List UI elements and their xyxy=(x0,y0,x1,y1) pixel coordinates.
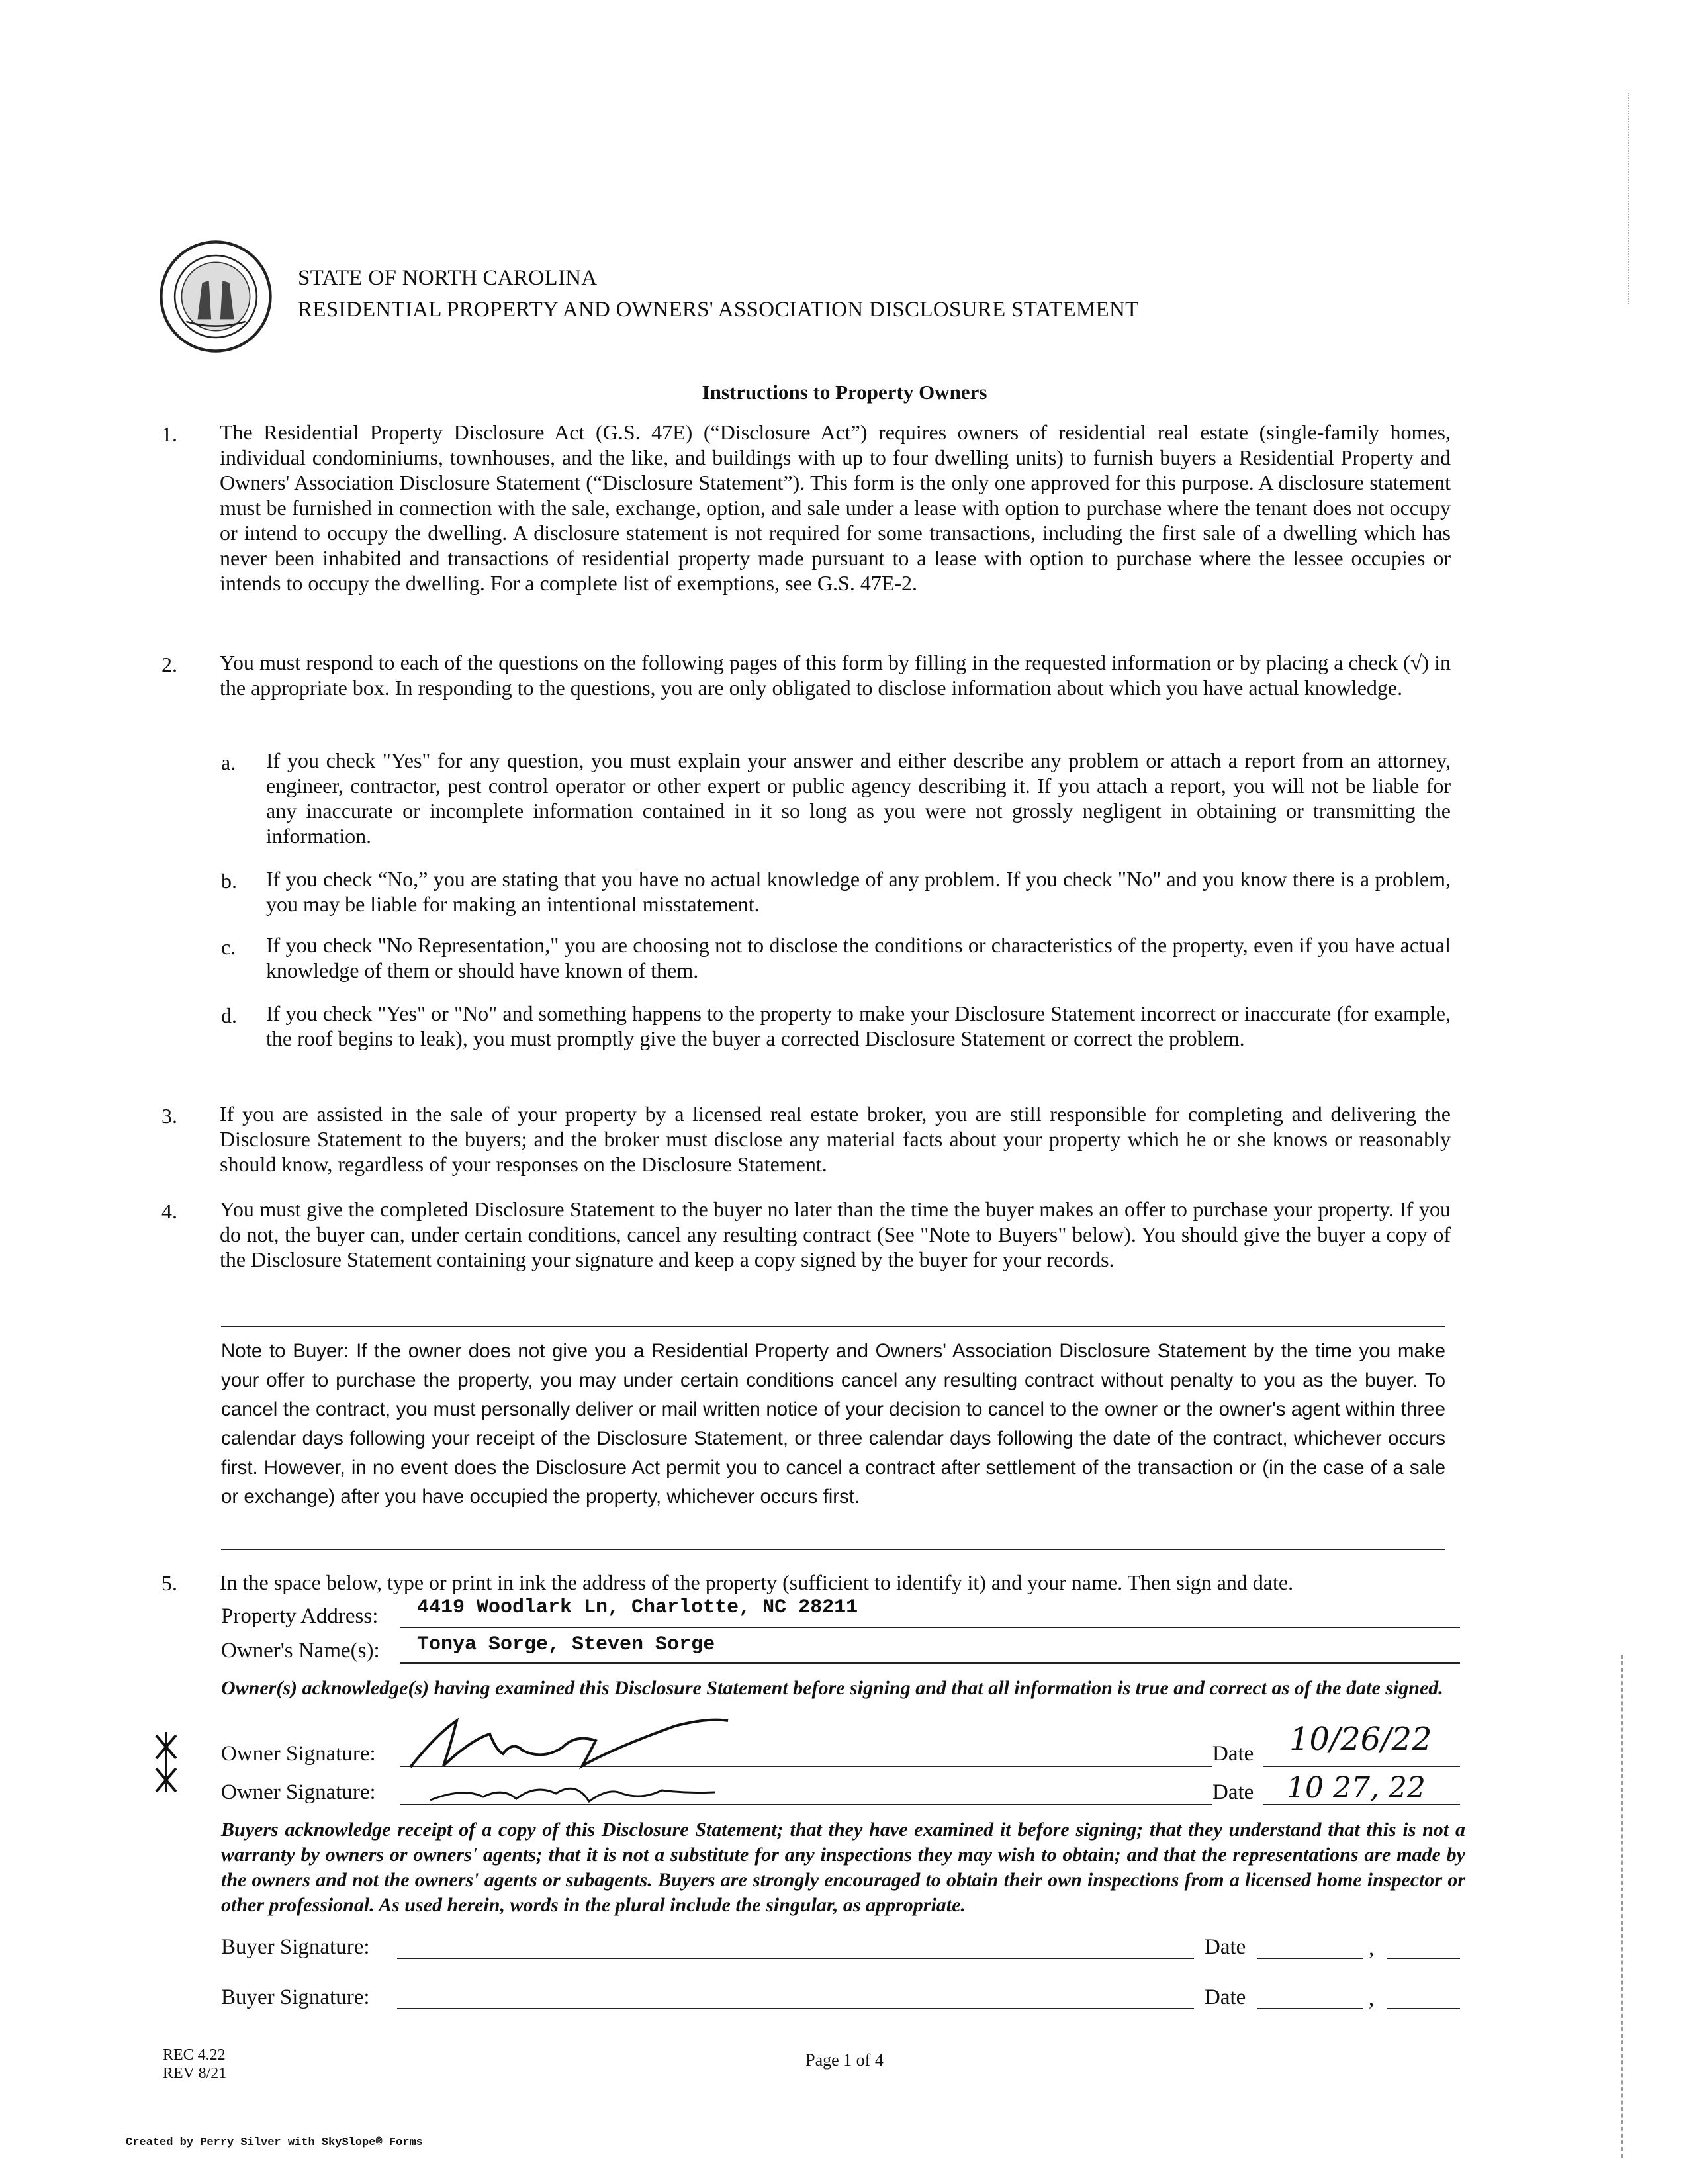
nc-state-seal-icon xyxy=(159,240,273,353)
state-title: STATE OF NORTH CAROLINA xyxy=(298,266,598,290)
buyer-date-line-1a[interactable] xyxy=(1257,1958,1363,1959)
subitem-b-text: If you check “No,” you are stating that you have no actual knowledge of any problem. If you check "No" and you know there is a problem, you may be liable for making an intentional misstatement. xyxy=(266,867,1451,916)
subitem-d-text: If you check "Yes" or "No" and something happens to the property to make your Disclosure Statement incorrect or inaccurate (for example, the roof begins to leak), you must promptly give the buyer a corrected Disclosure Statement or correct the problem. xyxy=(266,1001,1451,1050)
item-5-number: 5. xyxy=(161,1571,177,1595)
buyer-date-line-1b[interactable] xyxy=(1387,1958,1460,1959)
subitem-a-letter: a. xyxy=(221,751,236,774)
form-code: REC 4.22 xyxy=(163,2046,226,2064)
owner-signature-label-1: Owner Signature: xyxy=(221,1742,376,1766)
item-4-number: 4. xyxy=(161,1199,177,1223)
property-address-value[interactable]: 4419 Woodlark Ln, Charlotte, NC 28211 xyxy=(417,1596,858,1619)
owners-name-value[interactable]: Tonya Sorge, Steven Sorge xyxy=(417,1633,715,1656)
page-number: Page 1 of 4 xyxy=(805,2050,884,2070)
item-1-text: The Residential Property Disclosure Act (G.S. 47E) (“Disclosure Act”) requires owners of residential real estate (single-family homes, individual condominiums, townhouses, and the like, and buildings with up to four dwelling units) to furnish buyers a Residential Property and Owners' Association Disclosure Statement (“Disclosure Statement”). This form is the only one approved for this purpose. A disclosure statement must be furnished in connection with the sale, exchange, option, and sale under a lease with option to purchase where the tenant does not occupy or intend to occupy the dwelling. A disclosure statement is not required for some transactions, including the first sale of a dwelling which has never been inhabited and transactions of residential property made pursuant to a lease with option to purchase where the lessee occupies or intends to occupy the dwelling. For a complete list of exemptions, see G.S. 47E-2. xyxy=(220,420,1451,595)
subitem-b-letter: b. xyxy=(221,869,237,893)
item-3-text: If you are assisted in the sale of your property by a licensed real estate broker, you are still responsible for completing and delivering the Disclosure Statement to the buyers; and the broker must disclose any material facts about your property which he or she knows or reasonably should know, regardless of your responses on the Disclosure Statement. xyxy=(220,1102,1451,1176)
comma-2: , xyxy=(1369,1987,1375,2011)
owner-date-value-1: 10/26/22 xyxy=(1289,1721,1432,1758)
subitem-d-letter: d. xyxy=(221,1003,237,1027)
owner-signature-2-icon xyxy=(424,1774,728,1813)
subitem-c-text: If you check "No Representation," you are choosing not to disclose the conditions or characteristics of the property, even if you have actual knowledge of them or should have known of them. xyxy=(266,933,1451,982)
buyer-signature-label-2: Buyer Signature: xyxy=(221,1985,370,2009)
item-1-number: 1. xyxy=(161,422,177,446)
buyer-date-label-1: Date xyxy=(1205,1935,1246,1959)
property-address-line xyxy=(400,1627,1460,1628)
owner-signature-label-2: Owner Signature: xyxy=(221,1780,376,1804)
note-to-buyer: Note to Buyer: If the owner does not give you a Residential Property and Owners' Association Disclosure Statement by the time you make your offer to purchase the property, you may under certain conditions cancel any resulting contract without penalty to you as the buyer. To cancel the contract, you must personally deliver or mail written notice of your decision to cancel to the owner or the owner's agent within three calendar days following your receipt of the Disclosure Statement, or three calendar days following the date of the contract, whichever occurs first. However, in no event does the Disclosure Act permit you to cancel a contract after settlement of the transaction or (in the case of a sale or exchange) after you have occupied the property, whichever occurs first. xyxy=(221,1340,1445,1508)
note-top-rule xyxy=(221,1326,1445,1327)
margin-sign-here-mark-icon xyxy=(150,1729,183,1795)
form-title: RESIDENTIAL PROPERTY AND OWNERS' ASSOCIATION DISCLOSURE STATEMENT xyxy=(298,298,1139,322)
buyer-signature-line-2[interactable] xyxy=(397,2008,1194,2009)
item-3-number: 3. xyxy=(161,1104,177,1128)
buyer-date-label-2: Date xyxy=(1205,1985,1246,2009)
subitem-c-letter: c. xyxy=(221,935,236,959)
owners-name-label: Owner's Name(s): xyxy=(221,1639,380,1662)
comma-1: , xyxy=(1369,1936,1375,1960)
note-bottom-rule xyxy=(221,1549,1445,1550)
item-5-text: In the space below, type or print in ink the address of the property (sufficient to identify it) and your name. Then sign and date. xyxy=(220,1570,1294,1594)
item-4-text: You must give the completed Disclosure Statement to the buyer no later than the time the buyer makes an offer to purchase your property. If you do not, the buyer can, under certain conditions, cancel any resulting contract (See "Note to Buyers" below). You should give the buyer a copy of the Disclosure Statement containing your signature and keep a copy signed by the buyer for your records. xyxy=(220,1197,1451,1271)
property-address-label: Property Address: xyxy=(221,1604,379,1628)
owner-date-value-2: 10 27, 22 xyxy=(1287,1771,1426,1805)
instructions-title: Instructions to Property Owners xyxy=(702,381,987,404)
scan-edge-mark-top xyxy=(1628,93,1631,304)
buyer-acknowledgment: Buyers acknowledge receipt of a copy of this Disclosure Statement; that they have examined it before signing; that they understand that this is not a warranty by owners or owners' agents; that it is not a substitute for any inspections they may wish to obtain; and that the representations are made by the owners and not the owners' agents or subagents. Buyers are strongly encouraged to obtain their own inspections from a licensed home inspector or other professional. As used herein, words in the plural include the singular, as appropriate. xyxy=(221,1819,1465,1916)
scan-edge-mark xyxy=(1621,1655,1624,2158)
owner-acknowledgment: Owner(s) acknowledge(s) having examined this Disclosure Statement before signing and that all information is true and correct as of the date signed. xyxy=(221,1677,1443,1699)
date-label-1: Date xyxy=(1212,1742,1254,1766)
buyer-signature-line-1[interactable] xyxy=(397,1958,1194,1959)
created-by-footer: Created by Perry Silver with SkySlope® Forms xyxy=(126,2136,423,2149)
buyer-date-line-2b[interactable] xyxy=(1387,2008,1460,2009)
form-revision: REV 8/21 xyxy=(163,2065,227,2082)
date-label-2: Date xyxy=(1212,1780,1254,1804)
subitem-a-text: If you check "Yes" for any question, you must explain your answer and either describe any problem or attach a report from an attorney, engineer, contractor, pest control operator or other expert or public agency describing it. If you attach a report, you will not be liable for any inaccurate or incomplete information contained in it so long as you were not grossly negligent in obtaining or transmitting the information. xyxy=(266,749,1451,848)
owner-signature-1-icon xyxy=(397,1714,741,1774)
buyer-signature-label-1: Buyer Signature: xyxy=(221,1935,370,1959)
owner-date-line-1[interactable] xyxy=(1263,1766,1460,1767)
owners-name-line xyxy=(400,1662,1460,1664)
item-2-number: 2. xyxy=(161,653,177,676)
item-2-text: You must respond to each of the questions on the following pages of this form by filling in the requested information or by placing a check (√) in the appropriate box. In responding to the questions, you are only obligated to disclose information about which you have actual knowledge. xyxy=(220,651,1451,700)
buyer-date-line-2a[interactable] xyxy=(1257,2008,1363,2009)
